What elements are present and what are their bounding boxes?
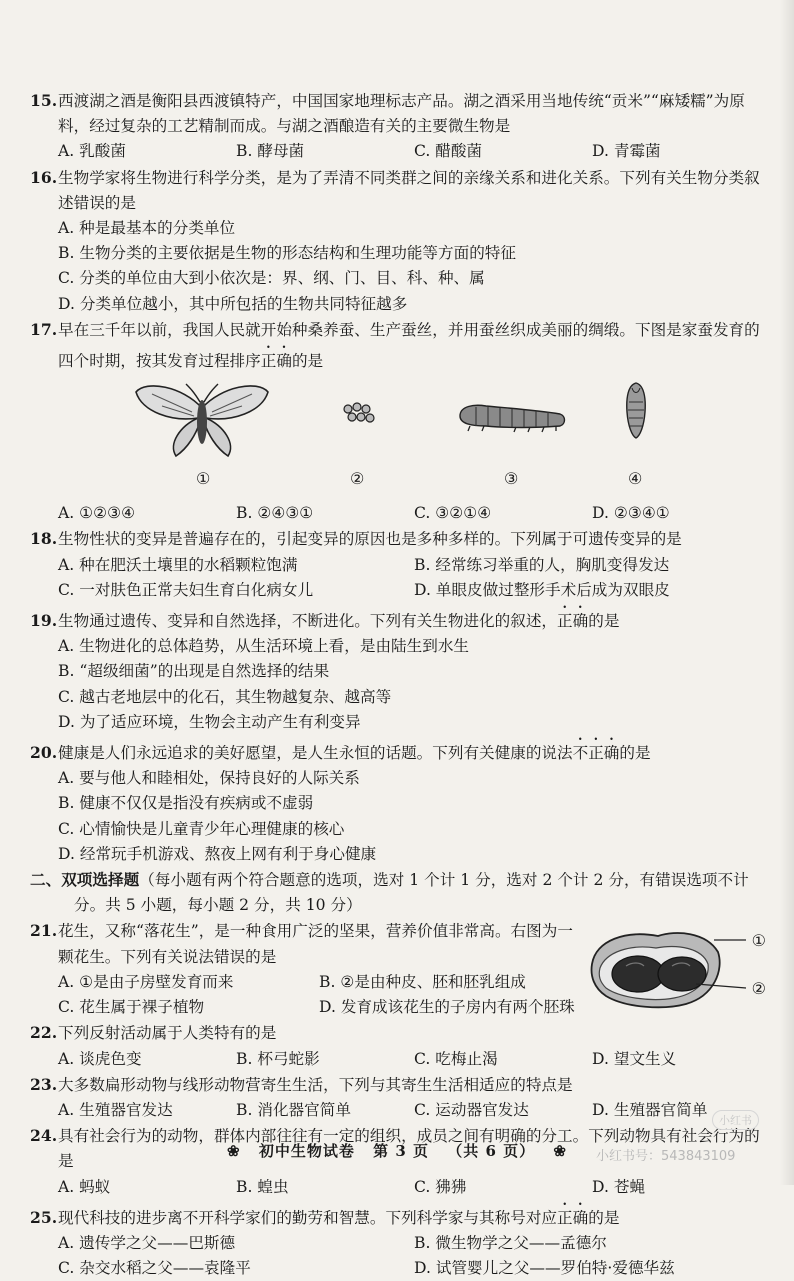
watermark: 小红书号：543843109 bbox=[596, 1149, 736, 1164]
question-number: 22. bbox=[30, 1023, 58, 1043]
options bbox=[30, 501, 770, 526]
figure-label: ① bbox=[196, 469, 211, 489]
question-23 bbox=[30, 1072, 770, 1123]
question-stem: 现代科技的进步离不开科学家们的勤劳和智慧。下列科学家与其称号对应 bbox=[58, 1208, 558, 1227]
section-title: 二、双项选择题 bbox=[30, 870, 140, 890]
pupa-icon bbox=[624, 380, 648, 440]
options bbox=[30, 766, 770, 867]
moth-icon bbox=[132, 378, 272, 460]
option-a: A. 谈虎色变 bbox=[58, 1049, 142, 1068]
question-17 bbox=[30, 317, 770, 527]
option-d: D. 苍蝇 bbox=[592, 1177, 646, 1196]
question-19 bbox=[30, 603, 770, 735]
figure-label: ③ bbox=[504, 469, 519, 489]
question-stem: 生物学家将生物进行科学分类，是为了弄清不同类群之间的亲缘关系和进化关系。下列有关生物分类叙述错误的是 bbox=[58, 168, 760, 212]
question-20 bbox=[30, 735, 770, 867]
option-c: C. 分类的单位由大到小依次是：界、纲、门、目、科、种、属 bbox=[58, 269, 485, 288]
section-description: （每小题有两个符合题意的选项，选对 1 个计 1 分，选对 2 个计 2 分，有错误选项不计分。共 5 小题，每小题 2 分，共 10 分） bbox=[74, 871, 749, 915]
question-stem: 早在三千年以前，我国人民就开始种桑养蚕、生产蚕丝，并用蚕丝织成美丽的绸缎。下图是家蚕发育的四个时期，按其发育过程排序 bbox=[58, 320, 760, 371]
emphasis-text: 正确 bbox=[260, 352, 292, 371]
option-b: B. ②是由种皮、胚和胚乳组成 bbox=[319, 972, 526, 991]
option-d: D. 望文生义 bbox=[592, 1049, 677, 1068]
question-stem: 大多数扁形动物与线形动物营寄生生活，下列与其寄生生活相适应的特点是 bbox=[58, 1075, 573, 1094]
option-d: D. 青霉菌 bbox=[592, 142, 661, 161]
options bbox=[30, 553, 770, 603]
question-number: 24. bbox=[30, 1126, 58, 1146]
question-21 bbox=[30, 918, 770, 1020]
option-c: C. 狒狒 bbox=[414, 1177, 467, 1196]
options bbox=[30, 1047, 770, 1072]
question-stem: 花生，又称“落花生”，是一种食用广泛的坚果，营养价值非常高。右图为一颗花生。下列有关说法错误的是 bbox=[58, 922, 573, 966]
question-number: 16. bbox=[30, 167, 58, 187]
question-stem: 西渡湖之酒是衡阳县西渡镇特产，中国国家地理标志产品。湖之酒采用当地传统“贡米”“麻矮糯”为原料，经过复杂的工艺精制而成。与湖之酒酿造有关的主要微生物是 bbox=[58, 92, 745, 136]
option-d: D. 为了适应环境，生物会主动产生有利变异 bbox=[58, 712, 361, 731]
option-d: D. 分类单位越小，其中所包括的生物共同特征越多 bbox=[58, 294, 408, 313]
options bbox=[30, 139, 770, 164]
question-18 bbox=[30, 526, 770, 603]
figure-label: ④ bbox=[628, 469, 643, 489]
question-number: 15. bbox=[30, 91, 58, 110]
emphasis-text: 不正确 bbox=[572, 744, 620, 763]
option-d: D. 单眼皮做过整形手术后成为双眼皮 bbox=[414, 580, 670, 599]
emphasis-text: 正确 bbox=[557, 1208, 589, 1227]
figure-label: ① bbox=[751, 931, 766, 951]
question-number: 21. bbox=[30, 921, 58, 941]
option-c: C. 花生属于裸子植物 bbox=[58, 998, 205, 1017]
question-25 bbox=[30, 1200, 770, 1281]
figure-label: ② bbox=[751, 979, 766, 999]
option-b: B. 酵母菌 bbox=[236, 142, 305, 161]
larva-icon bbox=[456, 398, 568, 434]
page-edge-shadow bbox=[780, 0, 794, 1185]
question-number: 17. bbox=[30, 319, 58, 339]
option-d: D. ②③④① bbox=[592, 504, 670, 523]
question-number: 25. bbox=[30, 1207, 58, 1227]
option-c: C. 醋酸菌 bbox=[414, 142, 483, 161]
footer-total: （共 6 页） bbox=[447, 1142, 536, 1160]
option-a: A. 遗传学之父——巴斯德 bbox=[58, 1233, 236, 1252]
question-number: 19. bbox=[30, 611, 58, 631]
option-b: B. 杯弓蛇影 bbox=[236, 1049, 320, 1068]
flower-icon: ❀ bbox=[553, 1142, 567, 1160]
question-stem: 生物性状的变异是普遍存在的，引起变异的原因也是多种多样的。下列属于可遗传变异的是 bbox=[58, 530, 682, 549]
silkworm-stages-figure bbox=[130, 376, 770, 501]
option-a: A. 种在肥沃土壤里的水稻颗粒饱满 bbox=[58, 555, 298, 574]
option-c: C. 一对肤色正常夫妇生育白化病女儿 bbox=[58, 580, 314, 599]
option-b: B. ②④③① bbox=[236, 504, 314, 523]
option-a: A. 生殖器官发达 bbox=[58, 1100, 173, 1119]
question-stem: 具有社会行为的动物，群体内部往往有一定的组织，成员之间有明确的分工。下列动物具有社会行为的是 bbox=[58, 1127, 760, 1171]
question-16 bbox=[30, 165, 770, 317]
option-a: A. 生物进化的总体趋势，从生活环境上看，是由陆生到水生 bbox=[58, 637, 470, 656]
question-number: 23. bbox=[30, 1074, 58, 1094]
question-number: 20. bbox=[30, 743, 58, 763]
footer-title: 初中生物试卷 bbox=[258, 1142, 355, 1160]
eggs-icon bbox=[342, 402, 376, 426]
option-b: B. 微生物学之父——孟德尔 bbox=[414, 1233, 607, 1252]
options bbox=[30, 634, 770, 735]
option-c: C. 杂交水稻之父——袁隆平 bbox=[58, 1259, 251, 1278]
emphasis-text: 正确 bbox=[557, 612, 589, 631]
question-15 bbox=[30, 88, 770, 165]
peanut-figure bbox=[586, 918, 762, 1014]
option-a: A. ①是由子房壁发育而来 bbox=[58, 972, 234, 991]
option-a: A. 要与他人和睦相处，保持良好的人际关系 bbox=[58, 769, 360, 788]
question-22 bbox=[30, 1020, 770, 1071]
option-b: B. 蝗虫 bbox=[236, 1177, 289, 1196]
option-c: C. 运动器官发达 bbox=[414, 1100, 529, 1119]
option-a: A. 蚂蚁 bbox=[58, 1177, 111, 1196]
options bbox=[30, 1098, 770, 1123]
question-stem-end: 的是 bbox=[291, 352, 324, 371]
option-d: D. 发育成该花生的子房内有两个胚珠 bbox=[319, 998, 575, 1017]
question-stem-end: 的是 bbox=[588, 1208, 620, 1227]
exam-page bbox=[30, 88, 770, 1281]
option-b: B. 消化器官简单 bbox=[236, 1100, 351, 1119]
option-a: A. 种是最基本的分类单位 bbox=[58, 219, 236, 238]
option-c: C. ③②①④ bbox=[414, 504, 492, 523]
question-number: 18. bbox=[30, 529, 58, 549]
options bbox=[30, 970, 580, 1020]
option-c: C. 越古老地层中的化石，其生物越复杂、越高等 bbox=[58, 687, 392, 706]
question-stem: 健康是人们永远追求的美好愿望，是人生永恒的话题。下列有关健康的说法 bbox=[58, 744, 573, 763]
option-b: B. 生物分类的主要依据是生物的形态结构和生理功能等方面的特征 bbox=[58, 244, 516, 263]
question-stem: 下列反射活动属于人类特有的是 bbox=[58, 1024, 277, 1043]
option-a: A. ①②③④ bbox=[58, 504, 136, 523]
options bbox=[30, 1231, 770, 1281]
option-c: C. 吃梅止渴 bbox=[414, 1049, 498, 1068]
option-d: D. 生殖器官简单 bbox=[592, 1100, 708, 1119]
section-two-header bbox=[30, 867, 770, 918]
option-b: B. 健康不仅仅是指没有疾病或不虚弱 bbox=[58, 794, 314, 813]
question-stem-end: 的是 bbox=[588, 612, 620, 631]
options bbox=[30, 216, 770, 317]
option-d: D. 经常玩手机游戏、熬夜上网有利于身心健康 bbox=[58, 844, 377, 863]
option-c: C. 心情愉快是儿童青少年心理健康的核心 bbox=[58, 819, 345, 838]
question-stem: 生物通过遗传、变异和自然选择，不断进化。下列有关生物进化的叙述， bbox=[58, 612, 558, 631]
footer-page: 第 3 页 bbox=[373, 1142, 429, 1160]
option-a: A. 乳酸菌 bbox=[58, 142, 126, 161]
question-stem-end: 的是 bbox=[619, 744, 651, 763]
option-b: B. “超级细菌”的出现是自然选择的结果 bbox=[58, 662, 330, 681]
option-d: D. 试管婴儿之父——罗伯特·爱德华兹 bbox=[414, 1259, 675, 1278]
option-b: B. 经常练习举重的人，胸肌变得发达 bbox=[414, 555, 670, 574]
figure-label: ② bbox=[350, 469, 365, 489]
options bbox=[30, 1175, 770, 1200]
flower-icon: ❀ bbox=[227, 1142, 241, 1160]
watermark-badge: 小红书 bbox=[712, 1110, 759, 1130]
